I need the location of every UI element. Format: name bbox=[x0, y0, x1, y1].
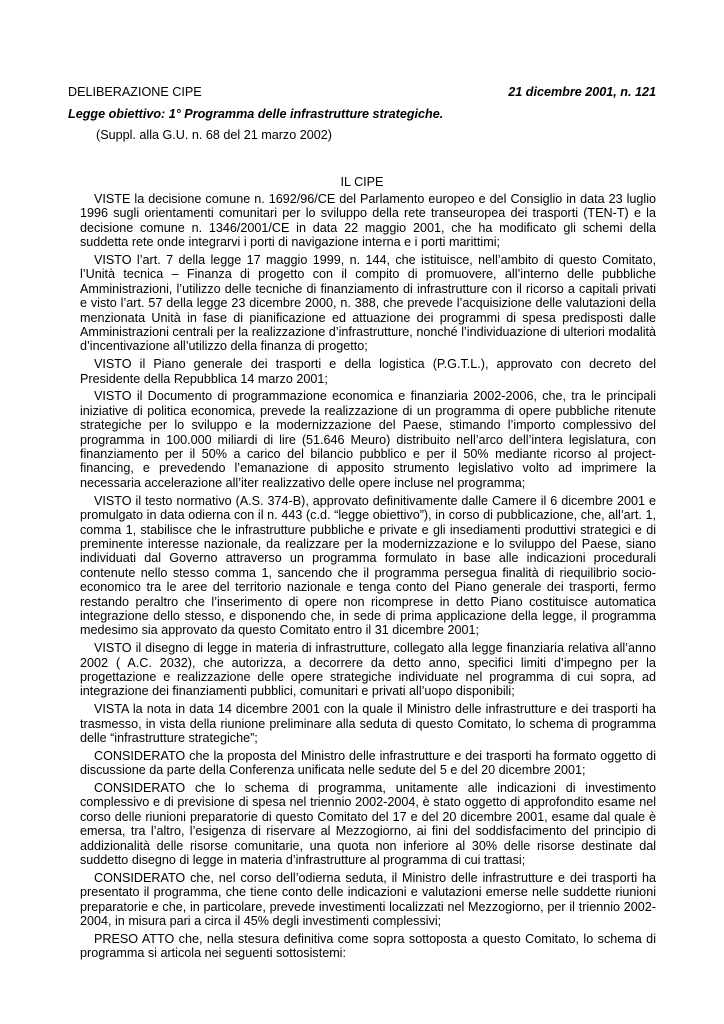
paragraph: VISTO il Documento di programmazione economica e finanziaria 2002-2006, che, tra le principali iniziative di politica economica, prevede la realizzazione di un programma di opere pubbliche ritenute strategiche per lo sviluppo e la modernizzazione del Paese, stimando l’importo complessivo del programma in 100.000 miliardi di lire (51.646 Meuro) distribuito nell’arco dell’intera legislatura, con finanziamento per il 50% a carico del bilancio pubblico e per il 50% mediante ricorso al project-financing, e prevedendo l’emanazione di apposito strumento legislativo volto ad imprimere la necessaria accelerazione all’iter realizzativo delle opere incluse nel programma; bbox=[80, 389, 656, 490]
document-body bbox=[80, 192, 656, 964]
section-heading: IL CIPE bbox=[340, 175, 384, 189]
paragraph: VISTO il testo normativo (A.S. 374-B), approvato definitivamente dalle Camere il 6 dicembre 2001 e promulgato in data odierna con il n. 443 (c.d. “legge obiettivo”), in corso di pubblicazione, che, all’art. 1, comma 1, stabilisce che le infrastrutture pubbliche e private e gli insediamenti produttivi strategici e di preminente interesse nazionale, da realizzare per la modernizzazione e lo sviluppo del Paese, siano individuati dal Governo attraverso un programma formulato in base alle indicazioni procedurali contenute nello stesso comma 1, sancendo che il programma persegua finalità di riequilibrio socio-economico tra le aree del territorio nazionale e tenga conto del Piano generale dei trasporti, fermo restando peraltro che l’inserimento di opere non ricomprese in detto Piano costituisce automatica integrazione dello stesso, e disponendo che, in sede di prima applicazione della legge, il programma medesimo sia approvato da questo Comitato entro il 31 dicembre 2001; bbox=[80, 493, 656, 638]
deliberation-date: 21 dicembre 2001, n. 121 bbox=[508, 85, 656, 99]
paragraph: VISTO il disegno di legge in materia di infrastrutture, collegato alla legge finanziaria relativa all’anno 2002 ( A.C. 2032), che autorizza, a decorrere da detto anno, specifici limiti d’impegno per la progettazione e realizzazione delle opere strategiche individuate nel programma di cui sopra, ad integrazione dei finanziamenti pubblici, comunitari e privati all’uopo disponibili; bbox=[80, 641, 656, 699]
paragraph: VISTO il Piano generale dei trasporti e della logistica (P.G.T.L.), approvato con decreto del Presidente della Repubblica 14 marzo 2001; bbox=[80, 357, 656, 386]
gazette-reference: (Suppl. alla G.U. n. 68 del 21 marzo 2002) bbox=[96, 128, 332, 142]
paragraph: CONSIDERATO che lo schema di programma, unitamente alle indicazioni di investimento complessivo e di previsione di spesa nel triennio 2002-2004, è stato oggetto di approfondito esame nel corso delle riunioni preparatorie di questo Comitato del 17 e del 20 dicembre 2001, esame dal quale è emersa, tra l’altro, l’esigenza di riservare al Mezzogiorno, ai fini del soddisfacimento del principio di addizionalità delle risorse comunitarie, una quota non inferiore al 30% delle risorse destinate dal suddetto disegno di legge in materia d’infrastrutture al programma di cui trattasi; bbox=[80, 780, 656, 867]
document-subtitle: Legge obiettivo: 1° Programma delle infrastrutture strategiche. bbox=[68, 107, 444, 121]
paragraph: VISTO l’art. 7 della legge 17 maggio 1999, n. 144, che istituisce, nell’ambito di questo Comitato, l’Unità tecnica – Finanza di progetto con il compito di promuovere, all’interno delle pubbliche Amministrazioni, l’utilizzo delle tecniche di finanziamento di infrastrutture con il ricorso a capitali privati e visto l’art. 57 della legge 23 dicembre 2000, n. 388, che prevede l’acquisizione delle valutazioni della menzionata Unità in fase di pianificazione ed attuazione dei programmi di spesa predisposti dalle Amministrazioni centrali per la realizzazione d’infrastrutture, nonché l’individuazione di ulteriori modalità d’incentivazione all’utilizzo della finanza di progetto; bbox=[80, 253, 656, 354]
paragraph: VISTA la nota in data 14 dicembre 2001 con la quale il Ministro delle infrastrutture e dei trasporti ha trasmesso, in vista della riunione preliminare alla seduta di questo Comitato, lo schema di programma delle “infrastrutture strategiche”; bbox=[80, 702, 656, 745]
deliberation-label: DELIBERAZIONE CIPE bbox=[68, 85, 202, 99]
paragraph: CONSIDERATO che, nel corso dell’odierna seduta, il Ministro delle infrastrutture e dei trasporti ha presentato il programma, che tiene conto delle indicazioni e valutazioni emerse nelle suddette riunioni preparatorie e che, in particolare, prevede investimenti localizzati nel Mezzogiorno, per il triennio 2002-2004, in misura pari a circa il 45% degli investimenti complessivi; bbox=[80, 870, 656, 929]
paragraph: PRESO ATTO che, nella stesura definitiva come sopra sottoposta a questo Comitato, lo schema di programma si articola nei seguenti sottosistemi: bbox=[80, 931, 656, 961]
paragraph: CONSIDERATO che la proposta del Ministro delle infrastrutture e dei trasporti ha formato oggetto di discussione da parte della Conferenza unificata nelle sedute del 5 e del 20 dicembre 2001; bbox=[80, 748, 656, 778]
paragraph: VISTE la decisione comune n. 1692/96/CE del Parlamento europeo e del Consiglio in data 23 luglio 1996 sugli orientamenti comunitari per lo sviluppo della rete transeuropea dei trasporti (TEN-T) e la decisione comune n. 1346/2001/CE in data 22 maggio 2001, che ha modificato gli schemi della suddetta rete onde integrarvi i porti di navigazione interna e i porti marittimi; bbox=[80, 192, 656, 250]
